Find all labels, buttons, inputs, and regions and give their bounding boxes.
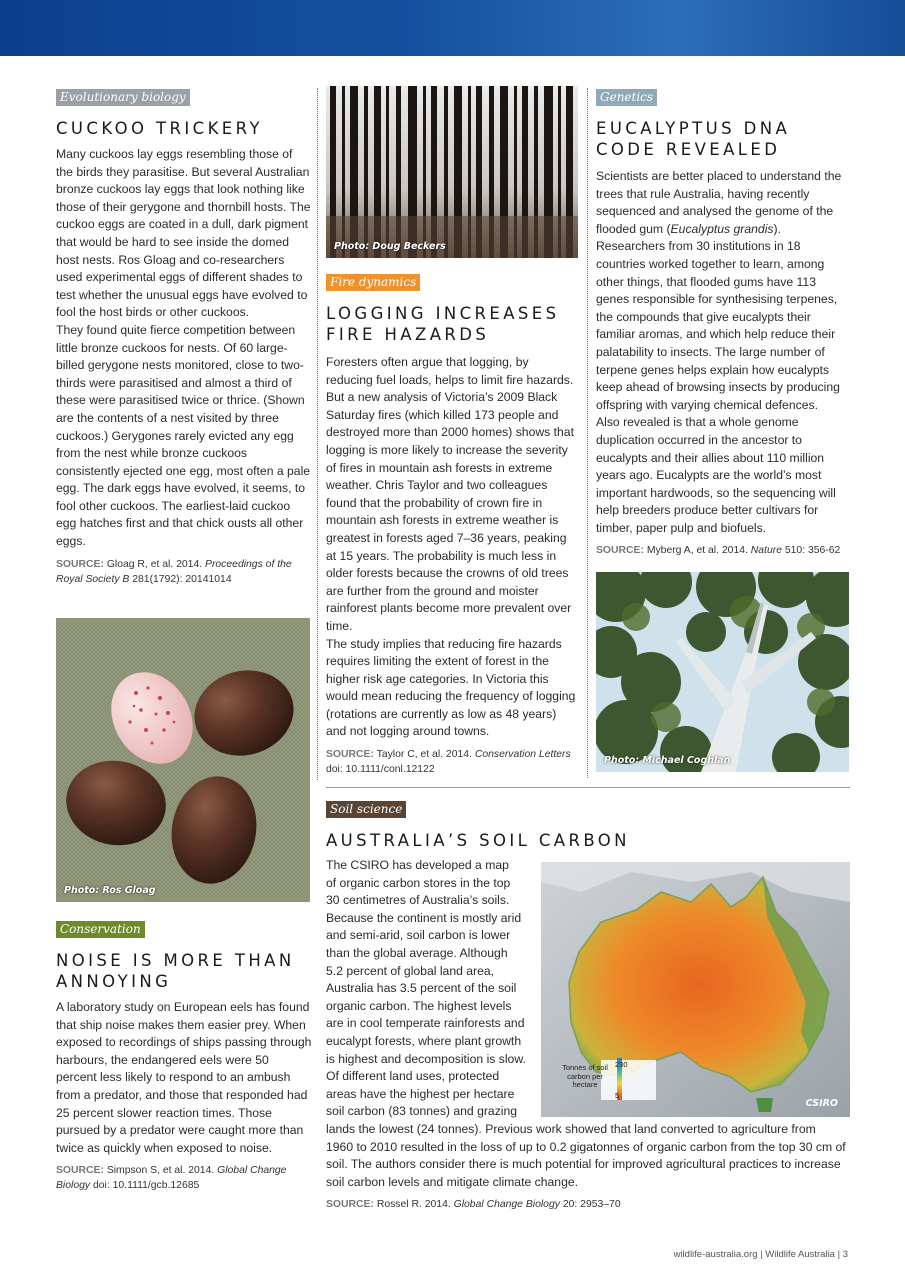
section-tag: Soil science [326, 801, 406, 818]
map-legend-title: Tonnes of soil carbon per hectare [562, 1063, 608, 1089]
text-line: 5.2 percent of global land area, [326, 963, 495, 978]
source-label: SOURCE: [56, 558, 104, 570]
photo-credit: Photo: Ros Gloag [64, 885, 156, 896]
source-reference: doi: 10.1111/conl.12122 [326, 764, 435, 776]
article-source [56, 1163, 312, 1193]
section-tag: Evolutionary biology [56, 89, 190, 106]
text-line: and semi-arid, soil carbon is lower [326, 928, 511, 943]
map-credit: CSIRO [805, 1098, 838, 1109]
eucalyptus-photo [596, 572, 849, 772]
text-line: is highest and decomposition is slow. [326, 1051, 526, 1066]
text-line: 30 centimetres of Australia’s soils. [326, 893, 510, 908]
legend-max: 230 [615, 1060, 628, 1069]
source-label: SOURCE: [596, 545, 644, 557]
source-journal: Conservation Letters [474, 749, 571, 761]
eucalyptus-image [596, 572, 849, 772]
page-footer: wildlife-australia.org | Wildlife Australia | 3 [673, 1249, 848, 1260]
paragraph-text: ). Researchers from 30 institutions in 18 countries worked together to learn, among other things, that flooded gums have 113 genes responsible for synthesising terpenes, the compounds that give eucalypts their familiar aromas, and which help reduce their palatability to insects. The large number of terpene genes helps explain how eucalypts keep ahead of browsing insects by producing offspring with varying chemical defences. [596, 221, 840, 412]
cuckoo-eggs-photo [56, 618, 310, 902]
text-line: of organic carbon stores in the top [326, 875, 511, 890]
section-tag: Fire dynamics [326, 274, 420, 291]
text-line: Of different land uses, protected [326, 1069, 500, 1084]
article-paragraph: Also revealed is that a whole genome duplication occurred in the ancestor to eucalypts and their allies about 110 million years ago. Eucalypts are the world’s most important hardwoods, so the sequencing will help breeders produce better cultivars for timber, paper pulp and biofuels. [596, 415, 836, 535]
article-paragraph: Foresters often argue that logging, by reducing fuel loads, helps to limit fire hazards. But a new analysis of Victoria’s 2009 Black Saturday fires (which killed 173 people and destroyed more than 2000 homes) shows that logging is more likely to increase the severity of fires in mountain ash forests in extreme weather. Chris Taylor and two colleagues found that the probability of crown fire in mountain ash forests in extreme weather is greatest in forests aged 7–36 years, peaking at 15 years. The probability is much less in older forests because the crowns of old trees are further from the ground and moister rainforest plants become more prevalent over time. [326, 355, 574, 633]
text-line: than the global average. Although [326, 945, 508, 960]
article-noise [56, 920, 312, 1193]
article-dna [596, 88, 850, 558]
source-journal: Proceedings of the Royal Society B [56, 558, 292, 585]
article-headline: AUSTRALIA’S SOIL CARBON [326, 831, 630, 850]
text-line: soil carbon (83 tonnes) and grazing [326, 1104, 518, 1119]
source-journal: Global Change Biology [56, 1165, 287, 1192]
article-paragraph: A laboratory study on European eels has found that ship noise makes them easier prey. When exposed to recordings of ships passing through harbours, the endangered eels were 50 percent less likely to respond to an ambush from a predator, and those that responded had 25 percent slower reaction times. Those pursued by a predator were caught more than twice as quickly when exposed to noise. [56, 1000, 312, 1155]
article-headline: NOISE IS MORE THAN ANNOYING [56, 951, 295, 991]
article-source [56, 557, 312, 587]
photo-credit: Photo: Michael Coghlan [604, 755, 731, 766]
header-banner [0, 0, 905, 56]
article-logging [326, 273, 578, 777]
source-authors: Myberg A, et al. 2014. [646, 545, 748, 557]
source-authors: Taylor C, et al. 2014. [376, 749, 472, 761]
text-line: are in cool temperate rainforests and [326, 1016, 525, 1031]
source-journal: Global Change Biology [453, 1199, 560, 1211]
soil-wrapped-text [326, 857, 541, 1121]
section-tag: Conservation [56, 921, 145, 938]
section-divider [326, 787, 850, 788]
source-label: SOURCE: [326, 749, 374, 761]
article-source [326, 747, 578, 777]
burnt-forest-photo [326, 86, 578, 258]
article-paragraph [596, 168, 850, 414]
article-cuckoo [56, 88, 312, 587]
source-reference: 20: 2953–70 [562, 1199, 621, 1211]
column-divider [587, 88, 588, 778]
text-line: Australia has 3.5 percent of the soil [326, 981, 517, 996]
source-authors: Gloag R, et al. 2014. [106, 558, 203, 570]
forest-image [326, 86, 578, 258]
source-reference: doi: 10.1111/gcb.12685 [92, 1180, 200, 1192]
article-paragraph: lands the lowest (24 tonnes). Previous work showed that land converted to agriculture from 1960 to 2010 resulted in the loss of up to 0.2 gigatonnes of organic carbon from the top 30 cm of soil. The authors consider there is much potential for improved agricultural practices to increase soil carbon levels and mitigate climate change. [326, 1121, 846, 1189]
article-headline: CUCKOO TRICKERY [56, 119, 263, 138]
article-source [596, 543, 850, 558]
article-paragraph: The study implies that reducing fire hazards requires limiting the extent of forest in the higher risk age categories. In Victoria this would mean reducing the frequency of logging (rotations are currently as low as 48 years) and not logging around towns. [326, 636, 576, 739]
article-source [326, 1197, 850, 1212]
source-label: SOURCE: [326, 1199, 374, 1211]
article-headline: EUCALYPTUS DNA CODE REVEALED [596, 119, 791, 159]
section-tag: Genetics [596, 89, 657, 106]
photo-credit: Photo: Doug Beckers [334, 241, 446, 252]
text-line: Because the continent is mostly arid [326, 910, 522, 925]
source-journal: Nature [750, 545, 782, 557]
source-reference: 281(1792): 20141014 [132, 573, 232, 585]
source-label: SOURCE: [56, 1165, 104, 1177]
article-paragraph: Many cuckoos lay eggs resembling those of the birds they parasitise. But several Australian bronze cuckoos lay eggs that look nothing like those of their gerygone and thornbill hosts. The cuckoo eggs are coated in a dull, dark pigment that would be hard to see inside the domed host nests. Ros Gloag and co-researchers used experimental eggs of different shades to test whether the unusual eggs have evolved to fool the host birds or other cuckoos. [56, 147, 311, 320]
article-paragraph: They found quite fierce competition between little bronze cuckoos for nests. Of 60 large-billed gerygone nests monitored, close to two-thirds were parasitised and almost a third of these were parasitised twice or thrice. (Shown are the contents of a nest visited by three cuckoos.) Gerygones rarely evicted any egg from the nest while bronze cuckoos consistently ejected one egg, most often a pale egg. The dark eggs have evolved, it seems, to fool other cuckoos. The earliest-laid cuckoo egg hatches first and that chick ousts all other eggs. [56, 322, 311, 549]
text-line: organic carbon. The highest levels [326, 998, 512, 1013]
text-line: areas have the highest per hectare [326, 1086, 515, 1101]
eggs-image [56, 618, 310, 902]
text-line: The CSIRO has developed a map [326, 858, 509, 872]
source-authors: Simpson S, et al. 2014. [106, 1165, 215, 1177]
source-authors: Rossel R. 2014. [376, 1199, 451, 1211]
source-reference: 510: 356-62 [784, 545, 841, 557]
paragraph-text: Scientists are better placed to understand the trees that rule Australia, having recently sequenced and analysed the genome of the flooded gum ( [596, 169, 842, 236]
text-line: eucalypt forests, where plant growth [326, 1033, 522, 1048]
soil-carbon-map [541, 862, 850, 1117]
legend-min: 5 [615, 1091, 620, 1100]
article-headline: LOGGING INCREASES FIRE HAZARDS [326, 304, 560, 344]
species-name: Eucalyptus grandis [670, 221, 774, 236]
column-divider [317, 88, 318, 780]
